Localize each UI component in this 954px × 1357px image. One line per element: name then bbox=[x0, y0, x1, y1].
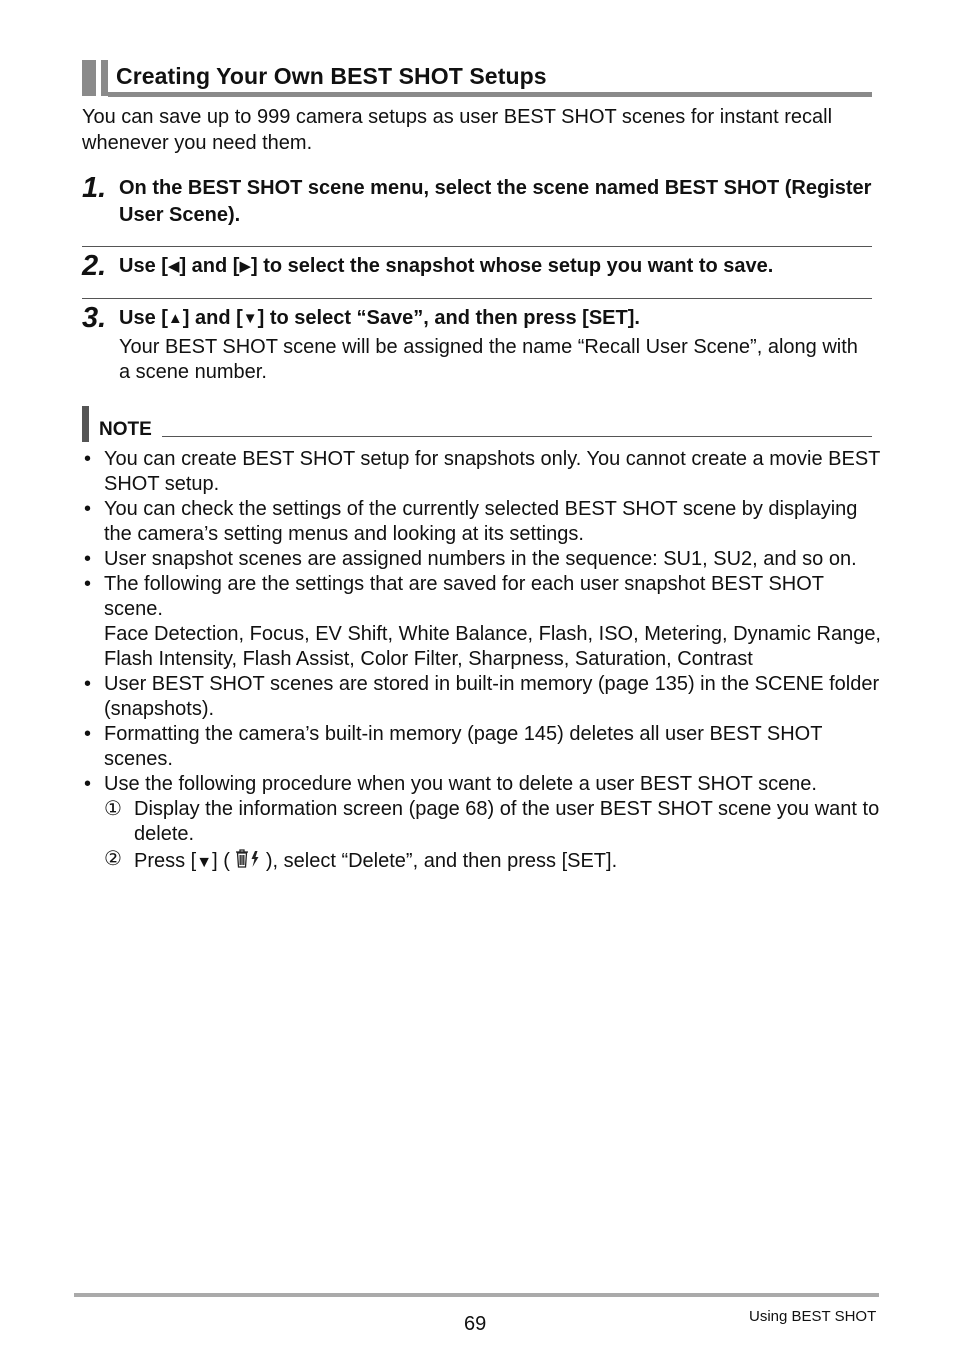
step-divider bbox=[82, 298, 872, 299]
procedure-step-1: ① Display the information screen (page 68) of the user BEST SHOT scene you want to delete. bbox=[104, 798, 880, 845]
bullet-dot: • bbox=[84, 548, 92, 570]
circled-number: ② bbox=[104, 848, 122, 870]
procedure-step-2: ② Press [▼] ( ), select “Delete”, and then press [SET]. bbox=[104, 847, 882, 876]
step-number: 1. bbox=[82, 172, 107, 204]
saved-settings-list: Face Detection, Focus, EV Shift, White Balance, Flash, ISO, Metering, Dynamic Range, Flash Intensity, Flash Assist, Color Filter, Sharpness, Saturation, Contrast bbox=[104, 623, 881, 670]
step-text: Use [◀] and [▶] to select the snapshot whose setup you want to save. bbox=[119, 253, 773, 281]
section-title: Creating Your Own BEST SHOT Setups bbox=[116, 63, 547, 89]
section-rule bbox=[108, 92, 872, 97]
list-item: • Use the following procedure when you want to delete a user BEST SHOT scene. ① Display the information screen (page 68) of the user BEST SHOT scene you want to delete. ② Press [▼] ( ), select “Delete”, and then press [SET]. bbox=[82, 772, 882, 876]
section-header bbox=[82, 58, 872, 96]
down-arrow-icon: ▼ bbox=[196, 853, 213, 871]
step-detail: Your BEST SHOT scene will be assigned the name “Recall User Scene”, along with a scene number. bbox=[119, 336, 858, 383]
circled-number: ① bbox=[104, 798, 122, 820]
list-item: • The following are the settings that are saved for each user snapshot BEST SHOT scene. Face Detection, Focus, EV Shift, White Balance, Flash, ISO, Metering, Dynamic Range, Flash Intensity, Flash Assist, Color Filter, Sharpness, Saturation, Contrast bbox=[84, 573, 881, 670]
left-arrow-icon: ◀ bbox=[167, 258, 180, 275]
step-text: Use [▲] and [▼] to select “Save”, and then press [SET]. bbox=[119, 305, 640, 333]
right-arrow-icon: ▶ bbox=[239, 258, 251, 275]
page-number: 69 bbox=[464, 1313, 487, 1335]
step-text: On the BEST SHOT scene menu, select the scene named BEST SHOT (Register User Scene). bbox=[119, 177, 872, 226]
footer-section-label: Using BEST SHOT bbox=[749, 1308, 877, 1325]
list-item: • User BEST SHOT scenes are stored in built-in memory (page 135) in the SCENE folder (snapshots). bbox=[84, 673, 880, 720]
note-list bbox=[82, 447, 882, 876]
note-label: NOTE bbox=[99, 419, 152, 440]
footer-rule bbox=[74, 1293, 879, 1297]
intro-paragraph: You can save up to 999 camera setups as user BEST SHOT scenes for instant recall whenever you need them. bbox=[82, 106, 833, 154]
up-arrow-icon: ▲ bbox=[167, 310, 183, 327]
down-arrow-icon: ▼ bbox=[242, 310, 258, 327]
bullet-dot: • bbox=[84, 498, 92, 520]
bullet-dot: • bbox=[84, 723, 92, 745]
bullet-dot: • bbox=[84, 773, 92, 795]
step-divider bbox=[82, 246, 872, 247]
bullet-dot: • bbox=[84, 573, 92, 595]
list-item: • User snapshot scenes are assigned numbers in the sequence: SU1, SU2, and so on. bbox=[84, 548, 857, 570]
list-item: • Formatting the camera’s built-in memory (page 145) deletes all user BEST SHOT scenes. bbox=[84, 723, 823, 770]
trash-flash-icon bbox=[233, 847, 263, 876]
step-number: 3. bbox=[82, 302, 107, 334]
step-number: 2. bbox=[82, 250, 107, 282]
bullet-dot: • bbox=[84, 448, 92, 470]
list-item: • You can create BEST SHOT setup for snapshots only. You cannot create a movie BEST SHOT setup. bbox=[84, 448, 881, 495]
list-item: • You can check the settings of the currently selected BEST SHOT scene by displaying the camera’s setting menus and looking at its settings. bbox=[84, 498, 858, 545]
note-bar bbox=[82, 406, 89, 442]
note-rule bbox=[162, 436, 872, 437]
bullet-dot: • bbox=[84, 673, 92, 695]
